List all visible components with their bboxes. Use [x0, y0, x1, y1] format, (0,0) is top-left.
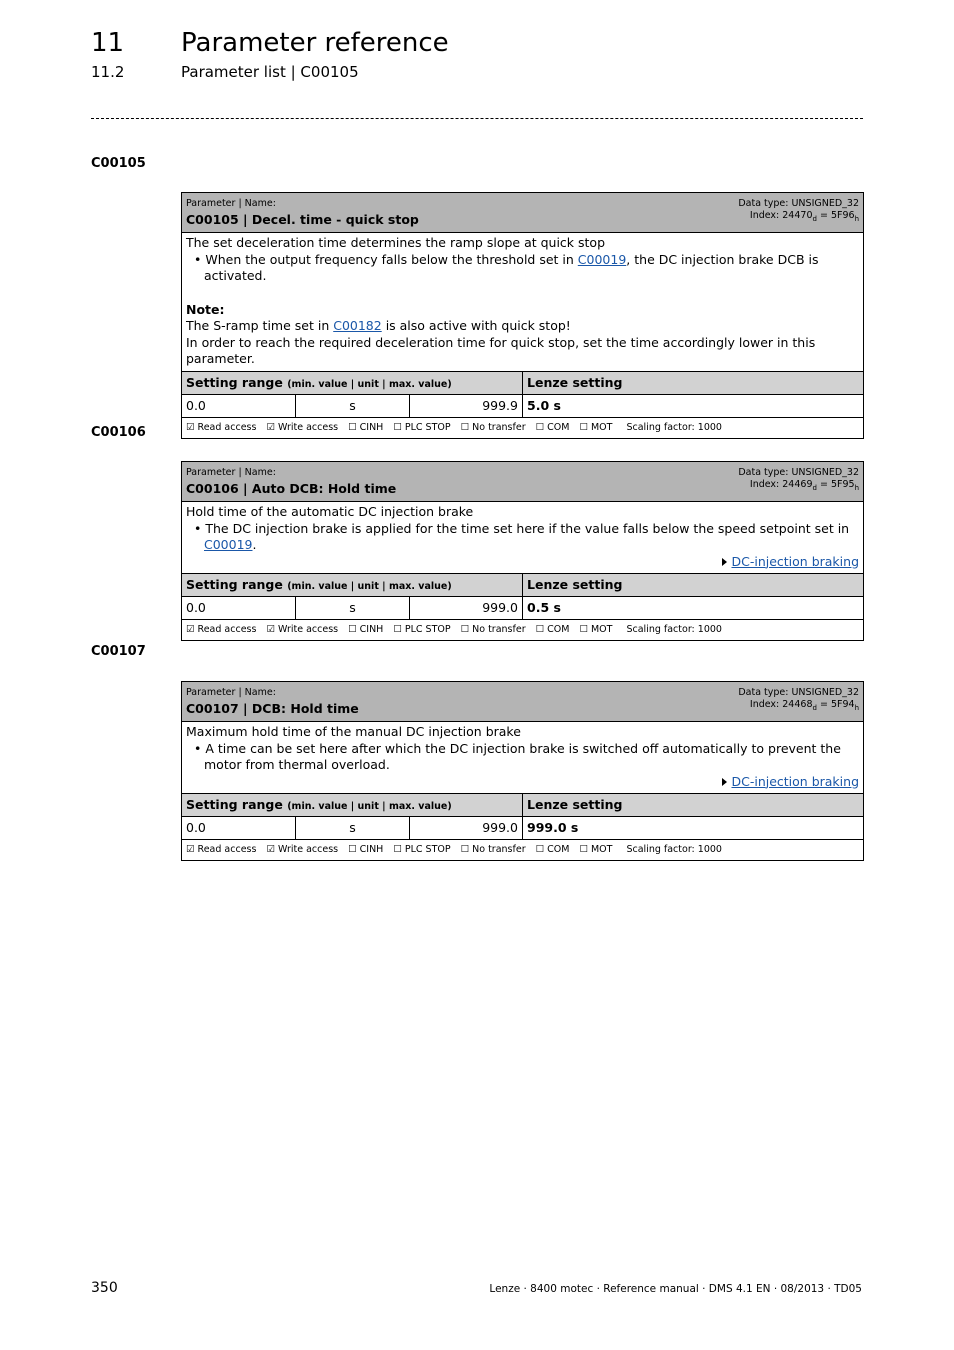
param-table-c00106: [181, 461, 864, 641]
lenze-value: 5.0 s: [527, 397, 561, 413]
param-name: C00105 | Decel. time - quick stop: [186, 212, 419, 227]
param-description: [182, 233, 863, 372]
param-label: Parameter | Name:: [186, 687, 276, 698]
link-c00019[interactable]: C00019: [204, 537, 253, 552]
lenze-setting-label: Lenze setting: [527, 374, 623, 390]
param-description: [182, 722, 863, 794]
param-index: Index: $24469_d = 5F95_h$: [749, 479, 859, 492]
min-value: 0.0: [182, 597, 296, 619]
access-flags: ☑ Read access ☑ Write access ☐ CINH ☐ PLC STOP ☐ No transfer ☐ COM ☐ MOT Scaling factor: 1000: [186, 624, 722, 635]
chapter-title: Parameter reference: [181, 28, 449, 58]
param-index: Index: $24470_d = 5F96_h$: [749, 210, 859, 223]
setting-range-header: Setting range (min. value | unit | max. value) Lenze setting: [182, 574, 863, 597]
description-bullet: • When the output frequency falls below the threshold set in C00019, the DC injection brake DCB is activated.: [194, 251, 819, 283]
min-value: 0.0: [182, 817, 296, 839]
lenze-value: 0.5 s: [527, 600, 561, 615]
description-text: Maximum hold time of the manual DC injection brake: [186, 724, 521, 739]
reference-line: [186, 554, 859, 571]
page-number: 350: [91, 1280, 118, 1296]
link-c00182[interactable]: C00182: [333, 318, 382, 333]
param-label: Parameter | Name:: [186, 467, 276, 478]
description-text: The set deceleration time determines the ramp slope at quick stop: [186, 235, 606, 250]
access-flags: ☑ Read access ☑ Write access ☐ CINH ☐ PLC STOP ☐ No transfer ☐ COM ☐ MOT Scaling factor: 1000: [186, 421, 722, 433]
section-title: Parameter list | C00105: [181, 63, 359, 81]
description-bullet: • The DC injection brake is applied for the time set here if the value falls below the speed setpoint set in C00019.: [194, 520, 850, 552]
data-type: Data type: UNSIGNED_32: [738, 467, 859, 478]
param-index: Index: $24468_d = 5F94_h$: [749, 699, 859, 712]
arrow-right-icon: [722, 558, 727, 566]
chapter-number: 11: [91, 28, 125, 58]
access-flags: ☑ Read access ☑ Write access ☐ CINH ☐ PLC STOP ☐ No transfer ☐ COM ☐ MOT Scaling factor: 1000: [186, 844, 722, 855]
lenze-setting-label: Lenze setting: [527, 797, 623, 812]
setting-range-values: [182, 395, 863, 418]
param-name: C00106 | Auto DCB: Hold time: [186, 481, 397, 496]
param-heading-c00105: C00105: [91, 156, 146, 171]
note-title: Note:: [186, 301, 225, 317]
link-c00019[interactable]: C00019: [577, 251, 627, 267]
param-table-header: [182, 462, 863, 502]
max-value: 999.0: [410, 597, 523, 619]
note-text: The S-ramp time set in C00182 is also active with quick stop!: [186, 318, 571, 333]
param-table-header: [182, 682, 863, 722]
param-label: Parameter | Name:: [186, 198, 276, 209]
data-type: Data type: UNSIGNED_32: [738, 687, 859, 698]
lenze-setting-label: Lenze setting: [527, 577, 623, 592]
param-name: C00107 | DCB: Hold time: [186, 701, 359, 716]
header-divider: [91, 118, 863, 119]
unit: s: [296, 395, 410, 417]
link-dc-injection-braking[interactable]: DC-injection braking: [731, 553, 859, 569]
max-value: 999.9: [410, 395, 523, 417]
setting-range-header: Setting range (min. value | unit | max. value) Lenze setting: [182, 372, 863, 395]
param-table-c00107: [181, 681, 864, 861]
setting-range-values: [182, 597, 863, 620]
param-heading-c00107: C00107: [91, 644, 146, 659]
link-dc-injection-braking[interactable]: DC-injection braking: [731, 773, 859, 789]
setting-range-values: [182, 817, 863, 840]
param-table-header: [182, 193, 863, 233]
section-number: 11.2: [91, 63, 125, 81]
param-description: [182, 502, 863, 574]
min-value: 0.0: [182, 395, 296, 417]
arrow-right-icon: [722, 778, 727, 786]
reference-line: [186, 774, 859, 791]
footer-doc-info: Lenze · 8400 motec · Reference manual · DMS 4.1 EN · 08/2013 · TD05: [489, 1283, 862, 1295]
param-heading-c00106: C00106: [91, 425, 146, 440]
unit: s: [296, 817, 410, 839]
unit: s: [296, 597, 410, 619]
param-table-c00105: [181, 192, 864, 439]
setting-range-header: Setting range (min. value | unit | max. value) Lenze setting: [182, 794, 863, 817]
note-text-2: In order to reach the required deceleration time for quick stop, set the time accordingly lower in this parameter.: [186, 334, 816, 366]
max-value: 999.0: [410, 817, 523, 839]
description-bullet: • A time can be set here after which the DC injection brake is switched off automatically to prevent the motor from thermal overload.: [194, 740, 841, 772]
description-text: Hold time of the automatic DC injection brake: [186, 504, 474, 519]
lenze-value: 999.0 s: [527, 820, 579, 835]
data-type: Data type: UNSIGNED_32: [738, 198, 859, 209]
